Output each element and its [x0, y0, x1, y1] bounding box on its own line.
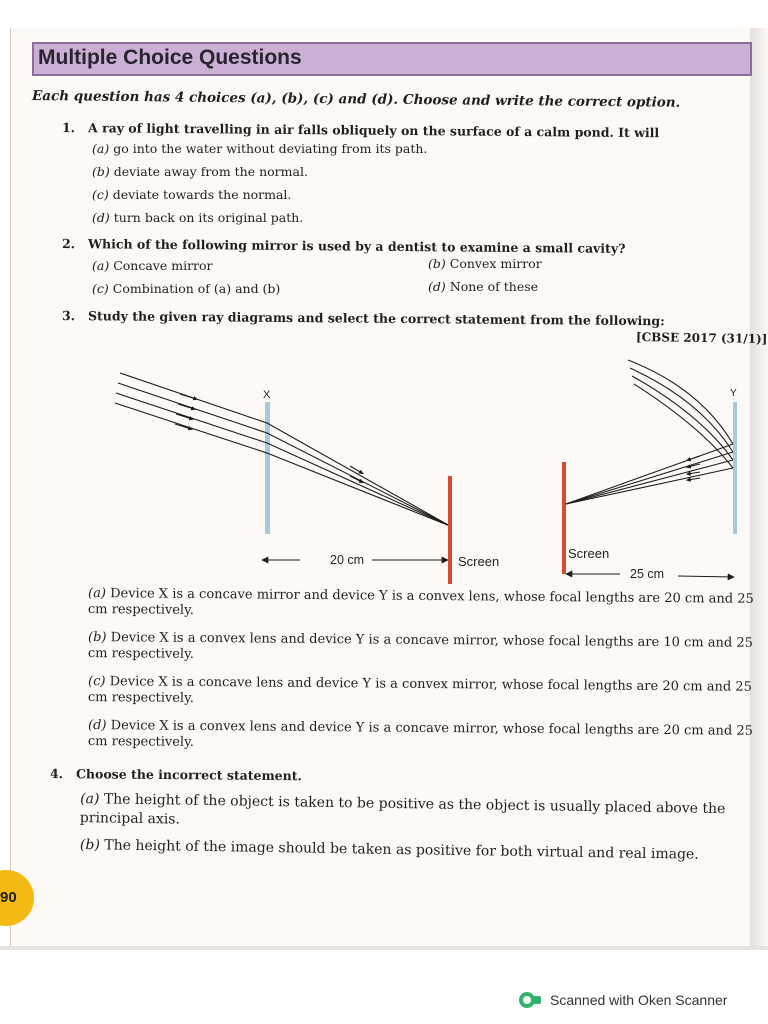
- device-y: [733, 402, 737, 534]
- question-text: Which of the following mirror is used by a dentist to examine a small cavity?: [87, 236, 626, 256]
- q2-option-d: (d) None of these: [428, 279, 539, 294]
- scanner-watermark: [518, 990, 727, 1010]
- ray-diagram: [100, 358, 760, 588]
- q2-option-c: (c) Combination of (a) and (b): [92, 281, 281, 296]
- q1-option-c: (c) deviate towards the normal.: [92, 187, 292, 202]
- distance-right-label: 25 cm: [630, 567, 665, 581]
- question-number: 2.: [61, 236, 76, 252]
- scanner-logo-icon: [518, 990, 542, 1010]
- q1-option-a: (a) go into the water without deviating from its path.: [92, 141, 428, 156]
- device-y-label: Y: [730, 388, 737, 399]
- q1-option-d: (d) turn back on its original path.: [92, 210, 304, 225]
- screen-right-label: Screen: [568, 546, 610, 561]
- q1-option-b: (b) deviate away from the normal.: [92, 164, 308, 179]
- question-number: 1.: [61, 120, 76, 136]
- question-source: [CBSE 2017 (31/1)]: [635, 330, 768, 347]
- q3-option-b: (b) Device X is a convex lens and device Y is a concave mirror, whose focal lengths are 10 cm and 25 cm respectively.: [87, 630, 753, 662]
- screen-right: [562, 462, 566, 574]
- page-number: 90: [0, 889, 17, 906]
- q3-option-a: (a) Device X is a concave mirror and device Y is a convex lens, whose focal lengths are 20 cm and 25 cm respectively.: [87, 586, 754, 618]
- watermark-text: Scanned with Oken Scanner: [550, 992, 728, 1008]
- rays-y: [566, 360, 733, 504]
- page-bottom-edge: [0, 946, 768, 950]
- q3-option-d: (d) Device X is a convex lens and device Y is a concave mirror, whose focal lengths are 20 cm and 25 cm respectively.: [87, 718, 753, 750]
- screen-left: [448, 476, 452, 584]
- question-text: Choose the incorrect statement.: [75, 766, 302, 784]
- device-x-label: X: [263, 389, 271, 401]
- screen-left-label: Screen: [458, 554, 500, 569]
- instructions: Each question has 4 choices (a), (b), (c) and (d). Choose and write the correct option.: [31, 88, 681, 111]
- question-text: Study the given ray diagrams and select the correct statement from the following:: [87, 308, 665, 329]
- q2-option-b: (b) Convex mirror: [428, 256, 542, 271]
- device-x: [265, 402, 270, 534]
- distance-right-arrow-end: [678, 576, 734, 577]
- distance-left-label: 20 cm: [330, 553, 365, 567]
- q4-option-a: (a) The height of the object is taken to be positive as the object is usually placed above the principal axis.: [79, 791, 726, 828]
- q4-option-b: (b) The height of the image should be taken as positive for both virtual and real image.: [79, 837, 699, 863]
- question-number: 3.: [61, 308, 76, 324]
- rays-x: [115, 373, 450, 526]
- q3-option-c: (c) Device X is a concave lens and device Y is a convex mirror, whose focal lengths are 20 cm and 25 cm respectively.: [87, 674, 752, 706]
- q2-option-a: (a) Concave mirror: [92, 258, 213, 273]
- question-number: 4.: [49, 766, 64, 782]
- section-title: Multiple Choice Questions: [38, 46, 302, 69]
- question-text: A ray of light travelling in air falls obliquely on the surface of a calm pond. It will: [87, 120, 660, 141]
